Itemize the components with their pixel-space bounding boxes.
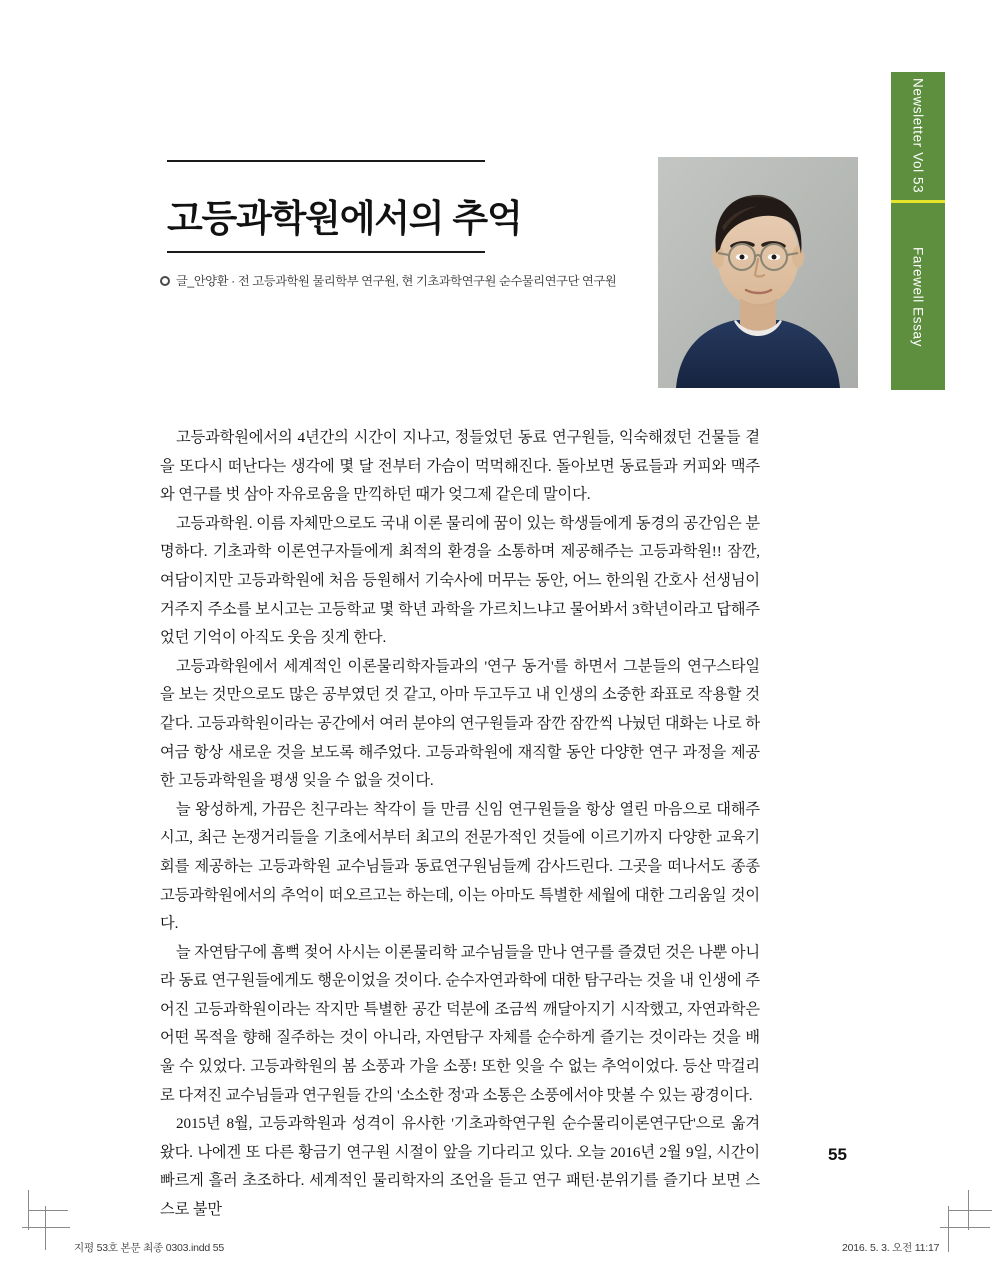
- author-portrait-photo: [658, 157, 858, 388]
- byline: [160, 272, 616, 289]
- article-paragraph: 늘 왕성하게, 가끔은 친구라는 착각이 들 만큼 신임 연구원들을 항상 열린 마음으로 대해주시고, 최근 논쟁거리들을 기초에서부터 최고의 전문가적인 것들에 이르기까지 다양한 교육기회를 제공하는 고등과학원 교수님들과 동료연구원님들께 감사드린다. 그곳을 떠나서도 종종 고등과학원에서의 추억이 떠오르고는 하는데, 이는 아마도 특별한 세월에 대한 그리움일 것이다.: [160, 800, 760, 933]
- side-tab-volume-cell: [891, 72, 945, 200]
- side-tab-volume-label: Newsletter Vol 53: [910, 78, 926, 194]
- article-paragraph: 고등과학원에서 세계적인 이론물리학자들과의 '연구 동거'를 하면서 그분들의 연구스타일을 보는 것만으로도 많은 공부였던 것 같고, 아마 두고두고 내 인생의 소중한 좌표로 작용할 것 같다. 고등과학원이라는 공간에서 여러 분야의 연구원들과 잠깐 잠깐씩 나눴던 대화는 나로 하여금 항상 새로운 것을 보도록 해주었다. 고등과학원에 재직할 동안 다양한 연구 과정을 제공한 고등과학원을 평생 잊을 수 없을 것이다.: [160, 657, 760, 790]
- footer-timestamp: 2016. 5. 3. 오전 11:17: [842, 1242, 940, 1254]
- crop-mark: [28, 1210, 68, 1211]
- article-body: [160, 424, 760, 1225]
- title-rule-top: [167, 160, 485, 162]
- title-rule-bottom: [167, 251, 485, 253]
- page-title: 고등과학원에서의 추억: [167, 197, 522, 239]
- side-tab-section-cell: [891, 203, 945, 391]
- crop-mark: [948, 1210, 992, 1211]
- article-paragraph: 고등과학원. 이름 자체만으로도 국내 이론 물리에 꿈이 있는 학생들에게 동경의 공간임은 분명하다. 기초과학 이론연구자들에게 최적의 환경을 소통하며 제공해주는 고등과학원!! 잠깐, 여담이지만 고등과학원에 처음 등원해서 기숙사에 머무는 동안, 어느 한의원 간호사 선생님이 거주지 주소를 보시고는 고등학교 몇 학년 과학을 가르치느냐고 물어봐서 3학년이라고 답해주었던 기억이 아직도 웃음 짓게 한다.: [160, 514, 760, 647]
- crop-mark: [22, 1227, 70, 1228]
- side-tab-section-label: Farewell Essay: [910, 247, 926, 347]
- article-paragraph: 2015년 8월, 고등과학원과 성격이 유사한 '기초과학연구원 순수물리이론연구단'으로 옮겨 왔다. 나에겐 또 다른 황금기 연구원 시절이 앞을 기다리고 있다. 오늘 2016년 2월 9일, 시간이 빠르게 흘러 초조하다. 세계적인 물리학자의 조언을 듣고 연구 패턴·분위기를 즐기다 보면 스스로 불만: [160, 1115, 760, 1219]
- crop-mark: [948, 1206, 949, 1252]
- byline-text: 글_안양환 · 전 고등과학원 물리학부 연구원, 현 기초과학연구원 순수물리연구단 연구원: [176, 274, 617, 288]
- page-number: 55: [828, 1145, 847, 1164]
- crop-mark: [45, 1206, 46, 1250]
- article-paragraph: 늘 자연탐구에 흠뻑 젖어 사시는 이론물리학 교수님들을 만나 연구를 즐겼던 것은 나뿐 아니라 동료 연구원들에게도 행운이었을 것이다. 순수자연과학에 대한 탐구라는 것을 내 인생에 주어진 고등과학원이라는 작지만 특별한 공간 덕분에 조금씩 깨달아지기 시작했고, 자연과학은 어떤 목적을 향해 질주하는 것이 아니라, 자연탐구 자체를 순수하게 즐기는 것이라는 것을 배울 수 있었다. 고등과학원의 봄 소풍과 가을 소풍! 또한 잊을 수 없는 추억이었다. 등산 막걸리로 다져진 교수님들과 연구원들 간의 '소소한 정'과 소통은 소풍에서야 맛볼 수 있는 광경이다.: [160, 943, 760, 1104]
- footer-file-slug: 지평 53호 본문 최종 0303.indd 55: [74, 1242, 225, 1254]
- ring-bullet-icon: [160, 276, 170, 286]
- side-tab: [891, 72, 945, 390]
- article-paragraph: 고등과학원에서의 4년간의 시간이 지나고, 정들었던 동료 연구원들, 익숙해졌던 건물들 곁을 또다시 떠난다는 생각에 몇 달 전부터 가슴이 먹먹해진다. 돌아보면 동료들과 커피와 맥주와 연구를 벗 삼아 자유로움을 만끽하던 때가 엊그제 같은데 말이다.: [160, 429, 760, 504]
- crop-mark: [940, 1227, 990, 1228]
